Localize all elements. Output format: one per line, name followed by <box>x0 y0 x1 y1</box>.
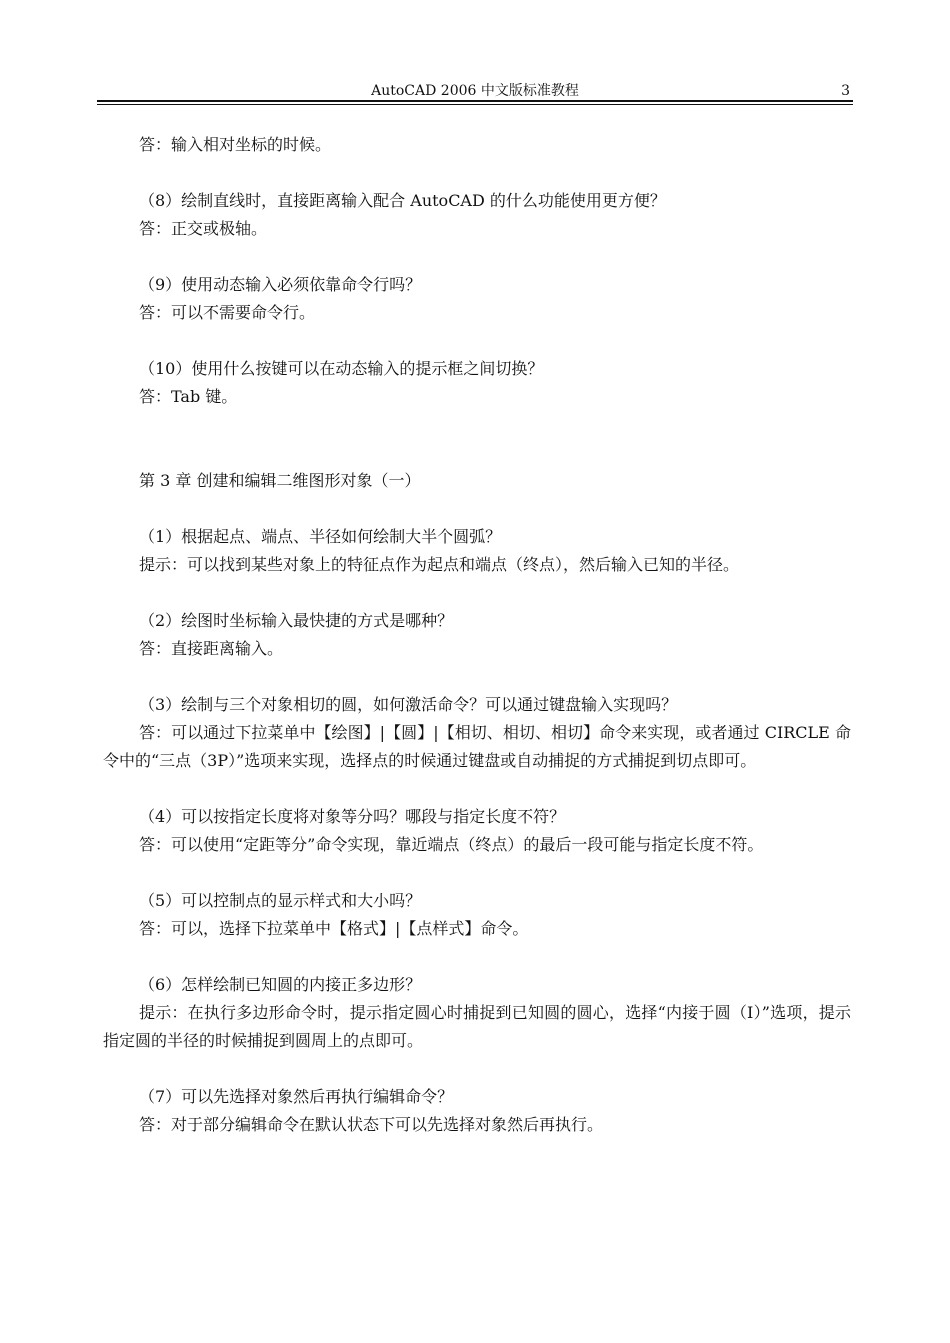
spacer <box>103 1055 851 1083</box>
spacer <box>103 859 851 887</box>
question-9: （9）使用动态输入必须依靠命令行吗？ <box>139 275 422 294</box>
answer-8: 答：正交或极轴。 <box>139 219 268 238</box>
ch3-answer-2: 答：直接距离输入。 <box>139 639 284 658</box>
spacer <box>103 411 851 467</box>
ch3-question-5: （5）可以控制点的显示样式和大小吗？ <box>139 891 422 910</box>
question-10: （10）使用什么按键可以在动态输入的提示框之间切换？ <box>139 359 544 378</box>
answer-7: 答：输入相对坐标的时候。 <box>139 135 332 154</box>
ch3-question-7: （7）可以先选择对象然后再执行编辑命令？ <box>139 1087 454 1106</box>
spacer <box>103 327 851 355</box>
header-rule-thick <box>97 100 853 102</box>
spacer <box>103 159 851 187</box>
page-body <box>103 131 851 1139</box>
ch3-question-2: （2）绘图时坐标输入最快捷的方式是哪种？ <box>139 611 454 630</box>
ch3-answer-5: 答：可以，选择下拉菜单中【格式】|【点样式】命令。 <box>139 919 529 938</box>
ch3-answer-3: 答：可以通过下拉菜单中【绘图】|【圆】|【相切、相切、相切】命令来实现，或者通过 CIRCLE 命令中的“三点（3P）”选项来实现，选择点的时候通过键盘或自动捕捉的方式捕捉到切点即可。 <box>103 723 851 770</box>
ch3-answer-7: 答：对于部分编辑命令在默认状态下可以先选择对象然后再执行。 <box>139 1115 604 1134</box>
ch3-hint-1: 提示：可以找到某些对象上的特征点作为起点和端点（终点），然后输入已知的半径。 <box>139 555 740 574</box>
spacer <box>103 243 851 271</box>
ch3-hint-6: 提示：在执行多边形命令时，提示指定圆心时捕捉到已知圆的圆心，选择“内接于圆（I）”选项，提示指定圆的半径的时候捕捉到圆周上的点即可。 <box>103 1003 851 1050</box>
ch3-answer-4: 答：可以使用“定距等分”命令实现，靠近端点（终点）的最后一段可能与指定长度不符。 <box>139 835 764 854</box>
chapter-heading: 第 3 章 创建和编辑二维图形对象（一） <box>139 471 421 490</box>
answer-9: 答：可以不需要命令行。 <box>139 303 316 322</box>
answer-10: 答：Tab 键。 <box>139 387 238 406</box>
question-8: （8）绘制直线时，直接距离输入配合 AutoCAD 的什么功能使用更方便？ <box>139 191 666 210</box>
ch3-question-6: （6）怎样绘制已知圆的内接正多边形？ <box>139 975 422 994</box>
ch3-question-4: （4）可以按指定长度将对象等分吗？哪段与指定长度不符？ <box>139 807 566 826</box>
running-header-title: AutoCAD 2006 中文版标准教程 <box>371 83 579 99</box>
spacer <box>103 495 851 523</box>
ch3-question-1: （1）根据起点、端点、半径如何绘制大半个圆弧？ <box>139 527 502 546</box>
header-rule-thin <box>97 104 853 105</box>
page-number: 3 <box>841 83 850 99</box>
spacer <box>103 775 851 803</box>
ch3-question-3: （3）绘制与三个对象相切的圆，如何激活命令？可以通过键盘输入实现吗？ <box>139 695 678 714</box>
spacer <box>103 943 851 971</box>
spacer <box>103 663 851 691</box>
spacer <box>103 579 851 607</box>
